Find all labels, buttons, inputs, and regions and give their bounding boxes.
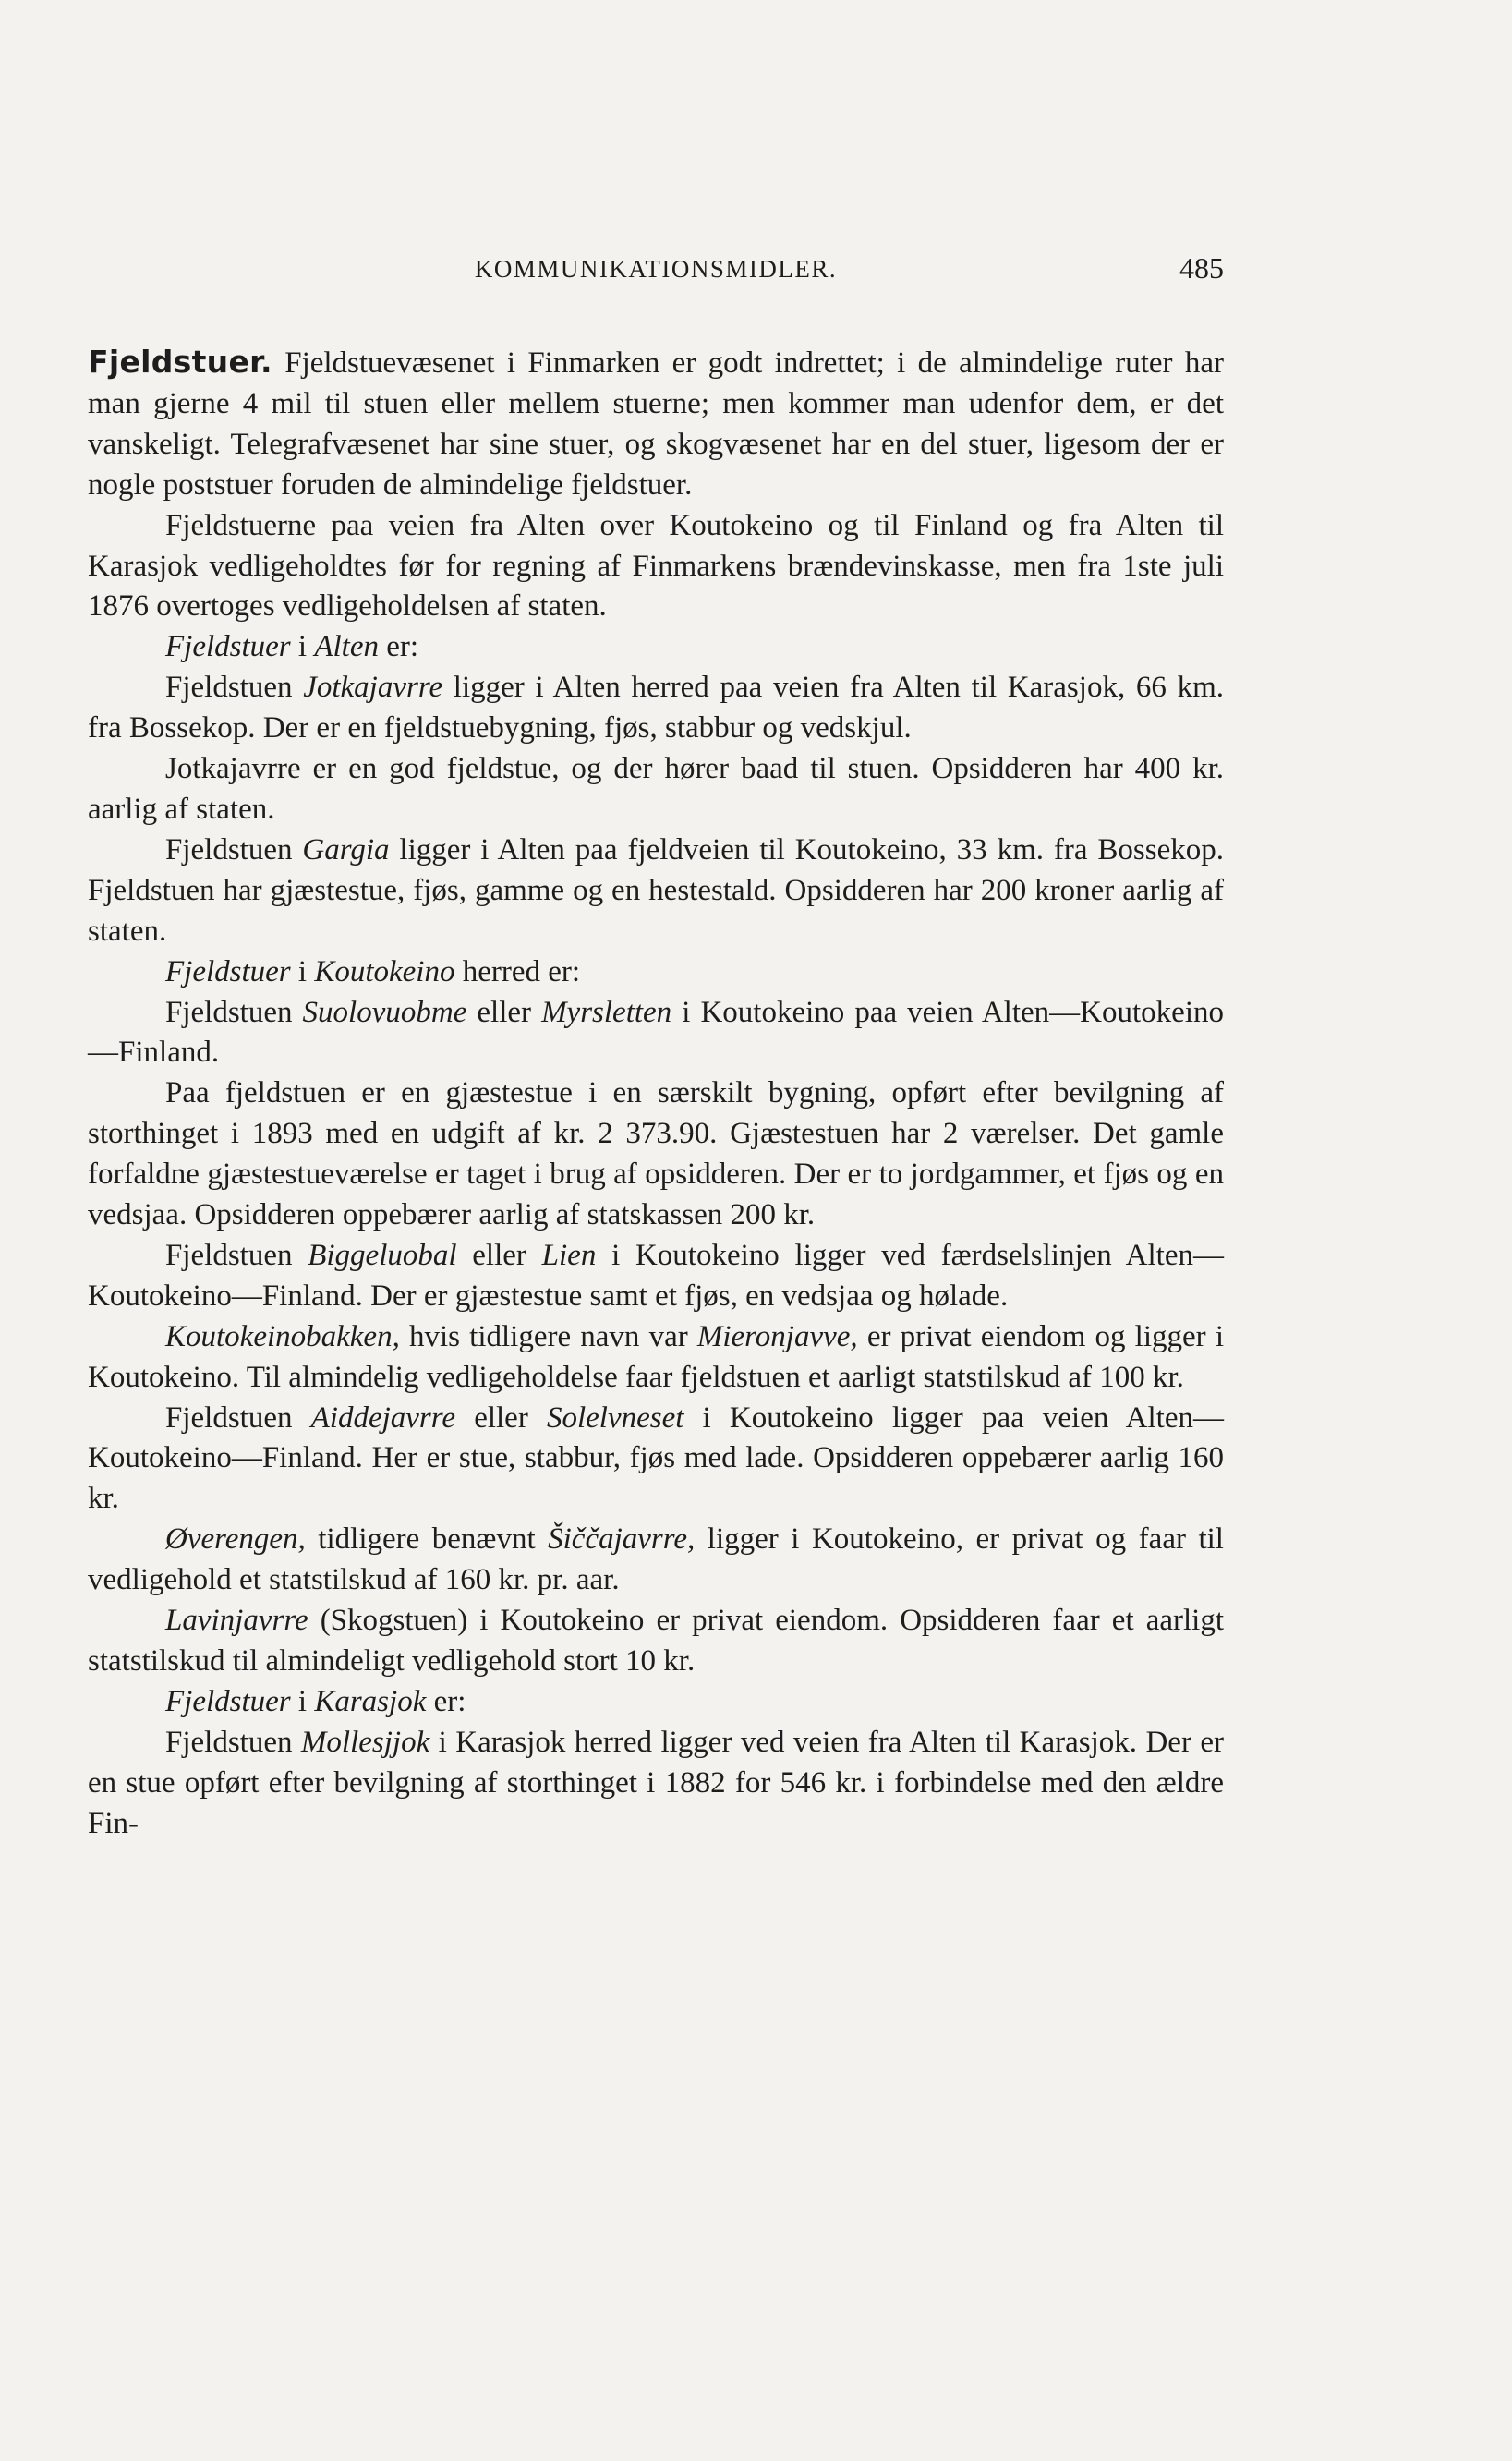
paragraph: [88, 1073, 1224, 1236]
paragraph: [88, 749, 1224, 830]
paragraph: [88, 627, 1224, 668]
italic-term: Karasjok: [314, 1684, 427, 1718]
document-page: [88, 248, 1224, 1845]
italic-term: Fjeldstuer: [165, 954, 291, 988]
italic-term: Jotkajavrre: [303, 671, 443, 705]
text-run: Fjeldstuen: [165, 832, 303, 867]
paragraph: [88, 1317, 1224, 1399]
italic-term: Øverengen,: [165, 1522, 306, 1557]
text-run: Fjeldstuen: [165, 995, 303, 1029]
paragraph: [88, 1723, 1224, 1845]
paragraph: [88, 506, 1224, 628]
italic-term: Alten: [314, 630, 379, 664]
paragraph: [88, 1682, 1224, 1723]
text-run: Fjeldstuen: [165, 671, 304, 705]
italic-term: Biggeluobal: [308, 1238, 457, 1272]
text-run: i: [290, 630, 315, 664]
italic-term: Mollesjjok: [300, 1725, 430, 1759]
italic-term: Fjeldstuer: [165, 630, 291, 664]
italic-term: Suolovuobme: [302, 995, 467, 1029]
text-run: i Koutokeino ligger ved færdselslinjen Alten—Koutokeino—Finland. Der er gjæstestue samt et fjøs, en vedsjaa og hølade.: [88, 1238, 1224, 1313]
italic-term: Lien: [541, 1238, 597, 1272]
paragraph: [88, 1601, 1224, 1682]
italic-term: Lavinjavrre: [165, 1604, 308, 1638]
paragraph: [88, 1236, 1224, 1317]
paragraph: [88, 668, 1224, 749]
page-number: 485: [1179, 251, 1224, 285]
text-run: eller: [456, 1238, 542, 1272]
text-run: er privat eiendom og ligger i Koutokeino. Til almindelig vedligeholdelse faar fjeldstuen et aarligt statstilskud af 100 kr.: [88, 1319, 1224, 1394]
text-run: ligger i Koutokeino, er privat og faar til vedligehold et statstilskud af 160 kr. pr. aar.: [88, 1522, 1224, 1597]
text-run: Fjeldstuen: [165, 1238, 308, 1272]
text-run: ligger i Alten paa fjeldveien til Koutokeino, 33 km. fra Bossekop. Fjeldstuen har gjæstestue, fjøs, gamme og en hestestald. Opsidderen har 200 kroner aarlig af staten.: [88, 832, 1225, 948]
paragraph: [88, 830, 1224, 952]
text-run: ligger i Alten herred paa veien fra Alten til Karasjok, 66 km. fra Bossekop. Der er en fjeldstuebygning, fjøs, stabbur og vedskjul.: [88, 671, 1225, 746]
paragraph: [88, 952, 1224, 993]
text-run: tidligere benævnt: [305, 1522, 549, 1557]
text-run: (Skogstuen) i Koutokeino er privat eiendom. Opsidderen faar et aarligt statstilskud til almindeligt vedligehold stort 10 kr.: [88, 1604, 1224, 1678]
running-title: KOMMUNIKATIONSMIDLER.: [474, 255, 838, 283]
running-header: [88, 248, 1224, 294]
text-run: Fjeldstuen: [165, 1725, 301, 1759]
paragraph: [88, 1520, 1224, 1601]
text-run: Jotkajavrre er en god fjeldstue, og der hører baad til stuen. Opsidderen har 400 kr. aarlig af staten.: [88, 752, 1224, 826]
italic-term: Fjeldstuer: [165, 1684, 291, 1718]
text-run: i Koutokeino paa veien Alten—Koutokeino—Finland.: [88, 995, 1224, 1070]
text-run: er:: [378, 630, 419, 664]
paragraph: [88, 1399, 1224, 1521]
text-run: i: [290, 954, 315, 988]
text-run: Paa fjeldstuen er en gjæstestue i en særskilt bygning, opført efter bevilgning af storthinget i 1893 med en udgift af kr. 2 373.90. Gjæstestuen har 2 værelser. Det gamle forfaldne gjæstestueværelse er taget i brug af opsidderen. Der er to jordgammer, et fjøs og en vedsjaa. Opsidderen oppebærer aarlig af statskassen 200 kr.: [88, 1076, 1224, 1232]
text-run: er:: [426, 1684, 466, 1718]
text-run: i: [290, 1684, 315, 1718]
text-run: herred er:: [454, 954, 581, 988]
italic-term: Šiččajavrre,: [548, 1522, 696, 1557]
text-run: i Karasjok herred ligger ved veien fra Alten til Karasjok. Der er en stue opført efter bevilgning af storthinget i 1882 for 546 kr. i forbindelse med den ældre Fin-: [88, 1725, 1224, 1840]
italic-term: Myrsletten: [541, 995, 672, 1029]
text-run: Fjeldstuen: [165, 1400, 311, 1435]
body-text: [88, 342, 1224, 1845]
text-run: i Koutokeino ligger paa veien Alten—Koutokeino—Finland. Her er stue, stabbur, fjøs med lade. Opsidderen oppebærer aarlig 160 kr.: [88, 1400, 1224, 1516]
text-run: Fjeldstuerne paa veien fra Alten over Koutokeino og til Finland og fra Alten til Karasjok vedligeholdtes før for regning af Finmarkens brændevinskasse, men fra 1ste juli 1876 overtoges vedligeholdelsen af staten.: [88, 508, 1224, 624]
text-run: hvis tidligere navn var: [399, 1319, 697, 1353]
section-heading: Fjeldstuer.: [88, 344, 272, 380]
italic-term: Koutokeino: [314, 954, 455, 988]
italic-term: Solelvneset: [546, 1400, 684, 1435]
paragraph: [88, 342, 1224, 506]
italic-term: Gargia: [302, 832, 390, 867]
italic-term: Aiddejavrre: [310, 1400, 456, 1435]
italic-term: Mieronjavve,: [696, 1319, 858, 1353]
text-run: eller: [455, 1400, 547, 1435]
paragraph: [88, 993, 1224, 1074]
text-run: eller: [466, 995, 542, 1029]
italic-term: Koutokeinobakken,: [165, 1319, 400, 1353]
text-run: Fjeldstuevæsenet i Finmarken er godt indrettet; i de almindelige ruter har man gjerne 4 mil til stuen eller mellem stuerne; men kommer man udenfor dem, er det vanskeligt. Telegrafvæsenet har sine stuer, og skogvæsenet har en del stuer, ligesom der er nogle poststuer foruden de almindelige fjeldstuer.: [88, 346, 1224, 502]
